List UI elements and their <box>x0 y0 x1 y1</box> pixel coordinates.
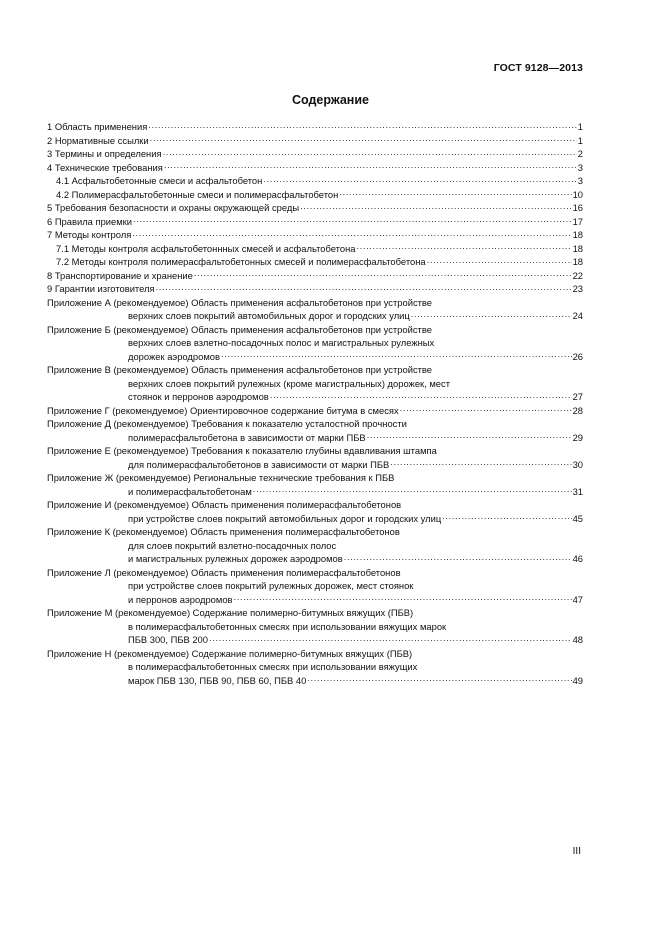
toc-entry-label: верхних слоев покрытий рулежных (кроме магистральных) дорожек, мест <box>128 377 450 389</box>
toc-entry-label: и магистральных рулежных дорожек аэродромов <box>128 553 343 564</box>
toc-entry[interactable] <box>47 498 583 525</box>
toc-entry-page: 31 <box>572 485 583 497</box>
toc-leader-dots <box>344 552 572 562</box>
toc-entry-page: 3 <box>577 175 583 186</box>
toc-entry[interactable] <box>47 296 583 323</box>
toc-leader-dots <box>156 282 572 292</box>
toc-entry-label: 4.1 Асфальтобетонные смеси и асфальтобетон <box>56 175 263 186</box>
toc-entry-page: 2 <box>577 148 583 159</box>
toc-entry-label: полимерасфальтобетона в зависимости от марки ПБВ <box>128 431 366 443</box>
toc-entry-label: стоянок и перронов аэродромов <box>128 391 269 402</box>
toc-entry[interactable] <box>47 188 583 202</box>
toc-entry[interactable] <box>47 255 583 269</box>
toc-leader-dots <box>221 350 572 360</box>
toc-entry-page: 47 <box>572 593 583 605</box>
toc-leader-dots <box>339 188 571 198</box>
toc-entry-label: 7.2 Методы контроля полимерасфальтобетонных смесей и полимерасфальтобетона <box>56 256 426 267</box>
toc-entry-page: 23 <box>572 283 583 294</box>
toc-entry[interactable] <box>47 363 583 404</box>
toc-entry[interactable] <box>47 566 583 607</box>
toc-leader-dots <box>253 485 572 495</box>
toc-leader-dots <box>300 201 571 211</box>
toc-entry-label: ПБВ 300, ПБВ 200 <box>128 634 208 645</box>
toc-entry[interactable] <box>47 471 583 498</box>
toc-entry[interactable] <box>47 134 583 148</box>
toc-entry[interactable] <box>47 323 583 364</box>
toc-entry-page: 10 <box>572 188 583 200</box>
toc-entry[interactable] <box>47 120 583 134</box>
toc-entry-label: 2 Нормативные ссылки <box>47 134 149 146</box>
toc-entry-page: 18 <box>572 242 583 254</box>
toc-leader-dots <box>234 593 572 603</box>
toc-entry-label: 7.1 Методы контроля асфальтобетоннных смесей и асфальтобетона <box>56 242 356 254</box>
toc-entry-label: 3 Термины и определения <box>47 148 162 159</box>
toc-entry-label: Приложение Д (рекомендуемое) Требования к показателю усталостной прочности <box>47 418 407 429</box>
toc-entry-label: при устройстве слоев покрытий автомобильных дорог и городских улиц <box>128 512 442 524</box>
toc-entry-page: 17 <box>572 215 583 227</box>
toc-leader-dots <box>194 269 572 279</box>
toc-entry-label: Приложение А (рекомендуемое) Область применения асфальтобетонов при устройстве <box>47 296 433 308</box>
toc-entry[interactable] <box>47 606 583 647</box>
toc-entry-page: 29 <box>572 431 583 443</box>
toc-entry[interactable] <box>47 647 583 688</box>
toc-entry-page: 45 <box>572 512 583 524</box>
toc-entry-label: верхних слоев взлетно-посадочных полос и магистральных рулежных <box>128 337 435 348</box>
toc-entry[interactable] <box>47 228 583 242</box>
toc-entry-label: 1 Область применения <box>47 121 148 132</box>
toc-leader-dots <box>209 633 572 643</box>
toc-entry-label: 7 Методы контроля <box>47 229 132 240</box>
toc-leader-dots <box>390 458 571 468</box>
toc-leader-dots <box>367 431 572 441</box>
toc-entry-label: Приложение Н (рекомендуемое) Содержание полимерно-битумных вяжущих (ПБВ) <box>47 647 413 659</box>
toc-entry-label: 4 Технические требования <box>47 161 163 173</box>
toc-leader-dots <box>133 215 572 225</box>
toc-leader-dots <box>148 120 576 130</box>
toc-leader-dots <box>132 228 571 238</box>
toc-entry-label: 8 Транспортирование и хранение <box>47 269 193 281</box>
toc-entry-label: Приложение К (рекомендуемое) Область применения полимерасфальтобетонов <box>47 526 400 537</box>
toc-leader-dots <box>270 390 572 400</box>
toc-leader-dots <box>442 512 571 522</box>
toc-leader-dots <box>411 309 572 319</box>
toc-entry-label: Приложение Б (рекомендуемое) Область применения асфальтобетонов при устройстве <box>47 323 432 335</box>
toc-entry-label: Приложение В (рекомендуемое) Область применения асфальтобетонов при устройстве <box>47 364 433 375</box>
toc-entry-page: 16 <box>572 202 583 213</box>
toc-entry-page: 3 <box>577 161 583 173</box>
toc-entry-page: 49 <box>572 674 583 686</box>
toc-leader-dots <box>356 242 571 252</box>
toc-entry-label: верхних слоев покрытий автомобильных дорог и городских улиц <box>128 310 410 321</box>
toc-entry[interactable] <box>47 282 583 296</box>
toc-entry-label: Приложение Ж (рекомендуемое) Региональные технические требования к ПБВ <box>47 472 395 483</box>
toc-entry[interactable] <box>47 242 583 256</box>
toc-leader-dots <box>163 147 577 157</box>
toc-entry-page: 18 <box>572 229 583 240</box>
toc-entry-label: 4.2 Полимерасфальтобетонные смеси и полимерасфальтобетон <box>56 188 339 200</box>
toc-leader-dots <box>164 161 577 171</box>
toc-entry-label: 6 Правила приемки <box>47 215 133 227</box>
toc-entry-label: для слоев покрытий взлетно-посадочных полос <box>128 539 337 551</box>
toc-leader-dots <box>150 134 577 144</box>
toc-entry[interactable] <box>47 444 583 471</box>
toc-leader-dots <box>400 404 572 414</box>
table-of-contents <box>47 120 583 687</box>
page-title: Содержание <box>291 93 369 107</box>
toc-entry-page: 48 <box>572 634 583 645</box>
toc-entry-label: Приложение И (рекомендуемое) Область применения полимерасфальтобетонов <box>47 499 402 510</box>
toc-entry-page: 28 <box>572 404 583 416</box>
toc-entry-page: 1 <box>577 134 583 146</box>
toc-entry-label: для полимерасфальтобетонов в зависимости от марки ПБВ <box>128 458 390 470</box>
toc-entry-label: марок ПБВ 130, ПБВ 90, ПБВ 60, ПБВ 40 <box>128 674 307 686</box>
toc-entry-page: 26 <box>572 350 583 362</box>
toc-leader-dots <box>427 255 572 265</box>
page-number-footer: III <box>572 846 581 857</box>
toc-entry-page: 46 <box>572 553 583 564</box>
toc-entry[interactable] <box>47 161 583 175</box>
toc-entry-label: дорожек аэродромов <box>128 350 220 362</box>
toc-entry[interactable] <box>47 174 583 188</box>
toc-entry[interactable] <box>47 147 583 161</box>
toc-entry-page: 18 <box>572 256 583 267</box>
toc-entry[interactable] <box>47 215 583 229</box>
toc-entry[interactable] <box>47 269 583 283</box>
toc-entry-label: при устройстве слоев покрытий рулежных дорожек, мест стоянок <box>128 580 414 591</box>
toc-entry[interactable] <box>47 417 583 444</box>
toc-leader-dots <box>307 674 571 684</box>
toc-entry-label: и полимерасфальтобетонам <box>128 485 252 497</box>
page-header-doc-code: ГОСТ 9128—2013 <box>493 62 583 74</box>
toc-entry-label: Приложение М (рекомендуемое) Содержание полимерно-битумных вяжущих (ПБВ) <box>47 607 414 618</box>
toc-leader-dots <box>263 174 576 184</box>
toc-entry-label: 9 Гарантии изготовителя <box>47 283 155 294</box>
toc-entry-page: 22 <box>572 269 583 281</box>
toc-entry-label: в полимерасфальтобетонных смесях при использовании вяжущих <box>128 661 418 672</box>
toc-entry-page: 27 <box>572 391 583 402</box>
toc-entry-label: в полимерасфальтобетонных смесях при использовании вяжущих марок <box>128 620 447 632</box>
toc-entry[interactable] <box>47 525 583 566</box>
toc-entry[interactable] <box>47 404 583 418</box>
toc-entry-label: 5 Требования безопасности и охраны окружающей среды <box>47 202 300 213</box>
toc-entry[interactable] <box>47 201 583 215</box>
toc-entry-page: 1 <box>577 121 583 132</box>
toc-entry-label: Приложение Г (рекомендуемое) Ориентировочное содержание битума в смесях <box>47 404 399 416</box>
toc-entry-page: 30 <box>572 458 583 470</box>
toc-entry-page: 24 <box>572 310 583 321</box>
toc-entry-label: Приложение Е (рекомендуемое) Требования к показателю глубины вдавливания штампа <box>47 445 437 456</box>
toc-entry-label: и перронов аэродромов <box>128 593 233 605</box>
toc-entry-label: Приложение Л (рекомендуемое) Область применения полимерасфальтобетонов <box>47 566 401 578</box>
